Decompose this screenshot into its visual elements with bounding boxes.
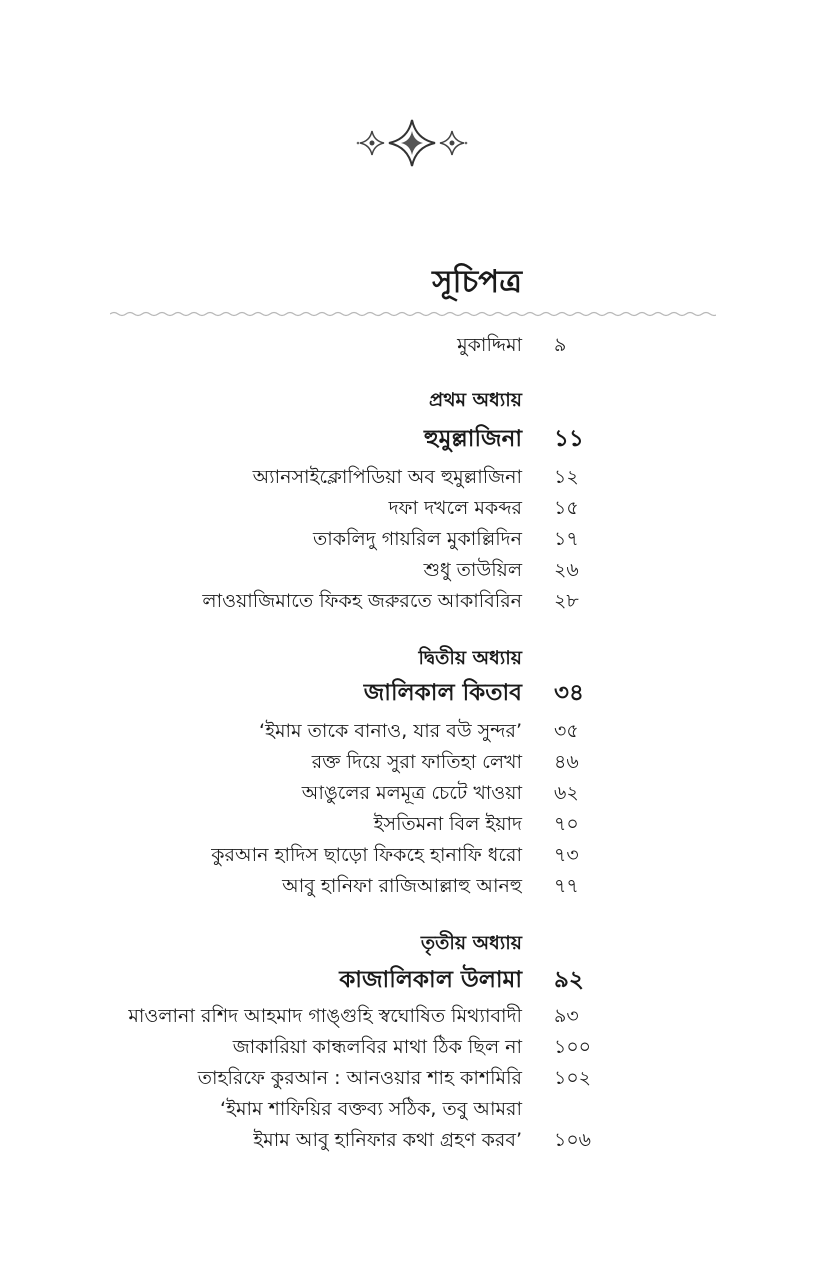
- wavy-divider: [110, 309, 716, 319]
- page-title: সূচিপত্র: [432, 264, 522, 300]
- page-number: ১০২: [554, 1067, 592, 1089]
- toc-entry: [0, 1001, 825, 1031]
- toc-entry: [0, 1094, 825, 1124]
- toc-entry: [0, 778, 825, 808]
- page-number: ৭০: [554, 813, 579, 835]
- toc-entry: [0, 716, 825, 746]
- toc-entry: [0, 747, 825, 777]
- entry-title: কুরআন হাদিস ছাড়ো ফিকহে হানাফি ধরো: [211, 844, 522, 866]
- section-label: তৃতীয় অধ্যায়: [420, 932, 522, 954]
- section-heading: [0, 385, 825, 415]
- page-number: ৯: [554, 334, 567, 356]
- chapter-row: [0, 678, 825, 708]
- toc-entry: [0, 1063, 825, 1093]
- toc-entry: [0, 586, 825, 616]
- entry-title: অ্যানসাইক্লোপিডিয়া অব হুমুল্লাজিনা: [252, 466, 522, 488]
- toc-entry: [0, 1125, 825, 1155]
- entry-title: মুকাদ্দিমা: [457, 334, 522, 356]
- entry-title: আবু হানিফা রাজিআল্লাহু আনহু: [282, 875, 522, 897]
- page-number: ৩৫: [554, 720, 579, 742]
- page-number: ৪৬: [554, 751, 579, 773]
- entry-title: ‘ইমাম তাকে বানাও, যার বউ সুন্দর’: [259, 720, 522, 742]
- toc-entry: [0, 330, 825, 360]
- chapter-row: [0, 965, 825, 995]
- section-label: প্রথম অধ্যায়: [429, 389, 522, 411]
- section-heading: [0, 643, 825, 673]
- page-number: ২৬: [554, 559, 579, 581]
- section-label: দ্বিতীয় অধ্যায়: [418, 647, 522, 669]
- star-ornament-icon: [355, 118, 470, 168]
- toc-entry: [0, 462, 825, 492]
- toc-entry: [0, 871, 825, 901]
- page-number: ৯৩: [554, 1005, 579, 1027]
- entry-title: রক্ত দিয়ে সুরা ফাতিহা লেখা: [311, 751, 522, 773]
- page-number: ১৫: [554, 497, 579, 519]
- entry-title: লাওয়াজিমাতে ফিকহ জরুরতে আকাবিরিন: [202, 590, 522, 612]
- chapter-row: [0, 424, 825, 454]
- page-number: ১১: [554, 426, 584, 452]
- page-number: ১০০: [554, 1036, 592, 1058]
- toc-entry: [0, 524, 825, 554]
- entry-title: দফা দখলে মকব্দর: [388, 497, 522, 519]
- entry-title: শুধু তাউয়িল: [423, 559, 522, 581]
- entry-title: ইমাম আবু হানিফার কথা গ্রহণ করব’: [253, 1129, 522, 1151]
- page-number: ১০৬: [554, 1129, 592, 1151]
- toc-entry: [0, 493, 825, 523]
- page-number: ৬২: [554, 782, 579, 804]
- entry-title: হুমুল্লাজিনা: [423, 426, 522, 452]
- entry-title: জালিকাল কিতাব: [363, 680, 522, 706]
- entry-title: কাজালিকাল উলামা: [339, 967, 522, 993]
- page-number: ৯২: [554, 967, 584, 993]
- entry-title: ইসতিমনা বিল ইয়াদ: [373, 813, 522, 835]
- page-number: ২৮: [554, 590, 579, 612]
- page-number: ৩৪: [554, 680, 584, 706]
- page-number: ১৭: [554, 528, 579, 550]
- toc-entry: [0, 555, 825, 585]
- toc-entry: [0, 840, 825, 870]
- toc-entry: [0, 1032, 825, 1062]
- entry-title: ‘ইমাম শাফিয়ির বক্তব্য সঠিক, তবু আমরা: [220, 1098, 522, 1120]
- entry-title: তাহরিফে কুরআন : আনওয়ার শাহ কাশমিরি: [197, 1067, 522, 1089]
- entry-title: মাওলানা রশিদ আহমাদ গাঙ্গুহি স্বঘোষিত মিথ্যাবাদী: [128, 1005, 522, 1027]
- page-number: ৭৭: [554, 875, 579, 897]
- page-number: ১২: [554, 466, 579, 488]
- page-number: ৭৩: [554, 844, 579, 866]
- entry-title: তাকলিদু গায়রিল মুকাল্লিদিন: [313, 528, 522, 550]
- section-heading: [0, 928, 825, 958]
- entry-title: আঙুলের মলমূত্র চেটে খাওয়া: [301, 782, 522, 804]
- toc-entry: [0, 809, 825, 839]
- entry-title: জাকারিয়া কান্ধলবির মাথা ঠিক ছিল না: [232, 1036, 522, 1058]
